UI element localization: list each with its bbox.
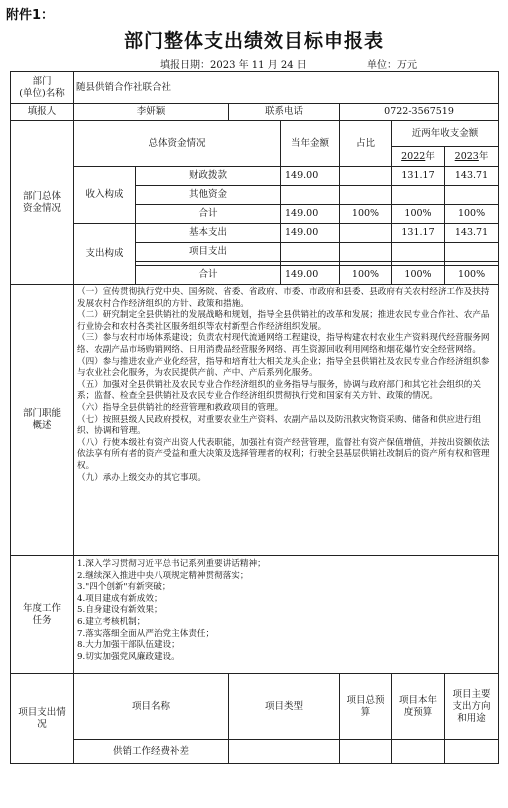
fill-date-value: 2023 年 11 月 24 日 bbox=[210, 60, 307, 71]
expense-label: 支出构成 bbox=[74, 224, 136, 285]
income-row-0 bbox=[11, 167, 499, 186]
page-title: 部门整体支出绩效目标申报表 bbox=[123, 30, 384, 52]
projects-section-label: 项目支出情 况 bbox=[11, 674, 74, 764]
expense-ratio: 100% bbox=[340, 266, 392, 285]
income-current: 149.00 bbox=[281, 205, 340, 224]
funding-section-label: 部门总体 资金情况 bbox=[11, 121, 74, 285]
expense-current bbox=[281, 243, 340, 262]
projects-header-type: 项目类型 bbox=[229, 674, 340, 740]
duties-row bbox=[11, 285, 499, 556]
expense-year2: 143.71 bbox=[445, 224, 499, 243]
expense-year2: 100% bbox=[445, 266, 499, 285]
expense-year1: 131.17 bbox=[392, 224, 445, 243]
task-item: 2.继续深入推进中央八项规定精神贯彻落实； bbox=[77, 570, 249, 581]
expense-year1: 100% bbox=[392, 266, 445, 285]
expense-current: 149.00 bbox=[281, 266, 340, 285]
task-item: 5.自身建设有新效果； bbox=[77, 605, 163, 616]
unit-label: 单位：万元 bbox=[367, 60, 417, 71]
attachment-label: 附件1： bbox=[6, 8, 55, 23]
fill-date-label: 填报日期： bbox=[160, 60, 210, 71]
duty-item: （二）研究制定全县供销社的发展战略和规划，指导全县供销社的改革和发展；推进农民专业合作社、农产品行业协会和农村各类社区服务组织等农村新型合作经济组织发展。 bbox=[77, 310, 490, 332]
year2-suffix: 年 bbox=[478, 150, 489, 162]
year1-suffix: 年 bbox=[425, 150, 435, 162]
year1-header bbox=[392, 147, 445, 167]
income-ratio bbox=[340, 167, 392, 186]
task-item: 4.项目建成有新成效； bbox=[77, 593, 163, 604]
phone-value: 0722-3567519 bbox=[340, 104, 499, 121]
income-ratio: 100% bbox=[340, 205, 392, 224]
income-year2: 100% bbox=[445, 205, 499, 224]
income-year1: 131.17 bbox=[392, 167, 445, 186]
duty-item: （五）加强对全县供销社及农民专业合作经济组织的业务指导与服务，协调与政府部门和其它社会组织的关系；监督、检查全县供销社及农民专业合作经济组织贯彻执行党和国家有关方针、政策的情况。 bbox=[77, 379, 481, 402]
dept-label: 部门 (单位)名称 bbox=[11, 72, 74, 104]
projects-header-name: 项目名称 bbox=[74, 674, 229, 740]
expense-item-label: 基本支出 bbox=[136, 224, 281, 243]
expense-current: 149.00 bbox=[281, 224, 340, 243]
project-year bbox=[392, 740, 445, 764]
funding-header-recent: 近两年收支金额 bbox=[392, 121, 499, 147]
task-item: 1.深入学习贯彻习近平总书记系列重要讲话精神； bbox=[77, 559, 266, 569]
duties-content bbox=[74, 285, 499, 556]
task-item: 8.大力加强干部队伍建设； bbox=[77, 640, 180, 651]
funding-header-row bbox=[11, 121, 499, 147]
expense-item-label: 合计 bbox=[136, 266, 281, 285]
expense-ratio bbox=[340, 224, 392, 243]
project-direction bbox=[445, 740, 499, 764]
income-year2 bbox=[445, 186, 499, 205]
report-table bbox=[10, 71, 499, 764]
project-total bbox=[340, 740, 392, 764]
duties-label: 部门职能 概述 bbox=[11, 285, 74, 556]
duty-item: （一）宣传贯彻执行党中央、国务院、省委、省政府、市委、市政府和县委、县政府有关农村经济工作及扶持发展农村合作经济组织的方针、政策和措施。 bbox=[77, 287, 490, 309]
projects-header-year: 项目本年 度预算 bbox=[392, 674, 445, 740]
duty-item: （六）指导全县供销社的经营管理和救政项目的管理。 bbox=[77, 402, 284, 413]
task-item: 6.建立考核机制； bbox=[77, 616, 146, 627]
expense-year2 bbox=[445, 243, 499, 262]
duty-item: （四）参与推进农业产业化经营，指导和培育壮大相关龙头企业；指导全县供销社及农民专业合作经济组织参与农业社会化服务，为农民提供产前、产中、产后系列化服务。 bbox=[77, 356, 490, 379]
tasks-label: 年度工作 任务 bbox=[11, 556, 74, 674]
duty-item: （七）按照县级人民政府授权，对重要农业生产资料、农副产品以及防汛救灾物资采购、储备和供应进行组织、协调和管理。 bbox=[77, 414, 481, 437]
fill-date bbox=[160, 56, 307, 71]
income-year2: 143.71 bbox=[445, 167, 499, 186]
project-type bbox=[229, 740, 340, 764]
funding-header-overall: 总体资金情况 bbox=[74, 121, 281, 167]
reporter-label: 填报人 bbox=[11, 104, 74, 121]
income-item-label: 财政拨款 bbox=[136, 167, 281, 186]
reporter-name: 李妍颖 bbox=[74, 104, 229, 121]
projects-header-direction: 项目主要 支出方向 和用途 bbox=[445, 674, 499, 740]
projects-header-row bbox=[11, 674, 499, 740]
dept-row bbox=[11, 72, 499, 104]
project-name: 供销工作经费补差 bbox=[74, 740, 229, 764]
year2-value: 2023 bbox=[454, 150, 479, 162]
income-ratio bbox=[340, 186, 392, 205]
dept-name: 随县供销合作社联合社 bbox=[74, 72, 499, 104]
tasks-content bbox=[74, 556, 499, 674]
income-item-label: 其他资金 bbox=[136, 186, 281, 205]
year1-value: 2022 bbox=[401, 150, 426, 162]
project-row bbox=[11, 740, 499, 764]
funding-header-ratio: 占比 bbox=[340, 121, 392, 167]
expense-year1 bbox=[392, 243, 445, 262]
expense-item-label: 项目支出 bbox=[136, 243, 281, 262]
task-item: 9.切实加强党风廉政建设。 bbox=[77, 651, 180, 662]
phone-label: 联系电话 bbox=[229, 104, 340, 121]
expense-row-0 bbox=[11, 224, 499, 243]
tasks-row bbox=[11, 556, 499, 674]
task-item: 7.落实落细全面从严治党主体责任； bbox=[77, 628, 215, 639]
income-year1 bbox=[392, 186, 445, 205]
income-current: 149.00 bbox=[281, 167, 340, 186]
duty-item: （三）参与农村市场体系建设；负责农村现代流通网络工程建设，指导构建农村农业生产资料现代经营服务网络、农副产品市场购销网络、日用消费品经营服务网络、再生资源回收利用网络和烟花爆竹安全经营网络。 bbox=[77, 333, 490, 355]
income-label: 收入构成 bbox=[74, 167, 136, 224]
year2-header bbox=[445, 147, 499, 167]
income-current bbox=[281, 186, 340, 205]
task-item: 3."四个创新"有新突破； bbox=[77, 582, 171, 593]
income-item-label: 合计 bbox=[136, 205, 281, 224]
income-year1: 100% bbox=[392, 205, 445, 224]
duty-item: （八）行使本级社有资产出资人代表职能，加强社有资产经营管理，监督社有资产保值增值，并按出资额依法依法享有所有者的资产受益和重大决策及选择管理者的权利；行驶全县基层供销社改制后的资产所有权和管理权。 bbox=[77, 437, 490, 471]
duty-item: （九）承办上级交办的其它事项。 bbox=[77, 472, 206, 483]
reporter-row bbox=[11, 104, 499, 121]
expense-ratio bbox=[340, 243, 392, 262]
funding-header-current: 当年金额 bbox=[281, 121, 340, 167]
projects-header-total: 项目总预 算 bbox=[340, 674, 392, 740]
